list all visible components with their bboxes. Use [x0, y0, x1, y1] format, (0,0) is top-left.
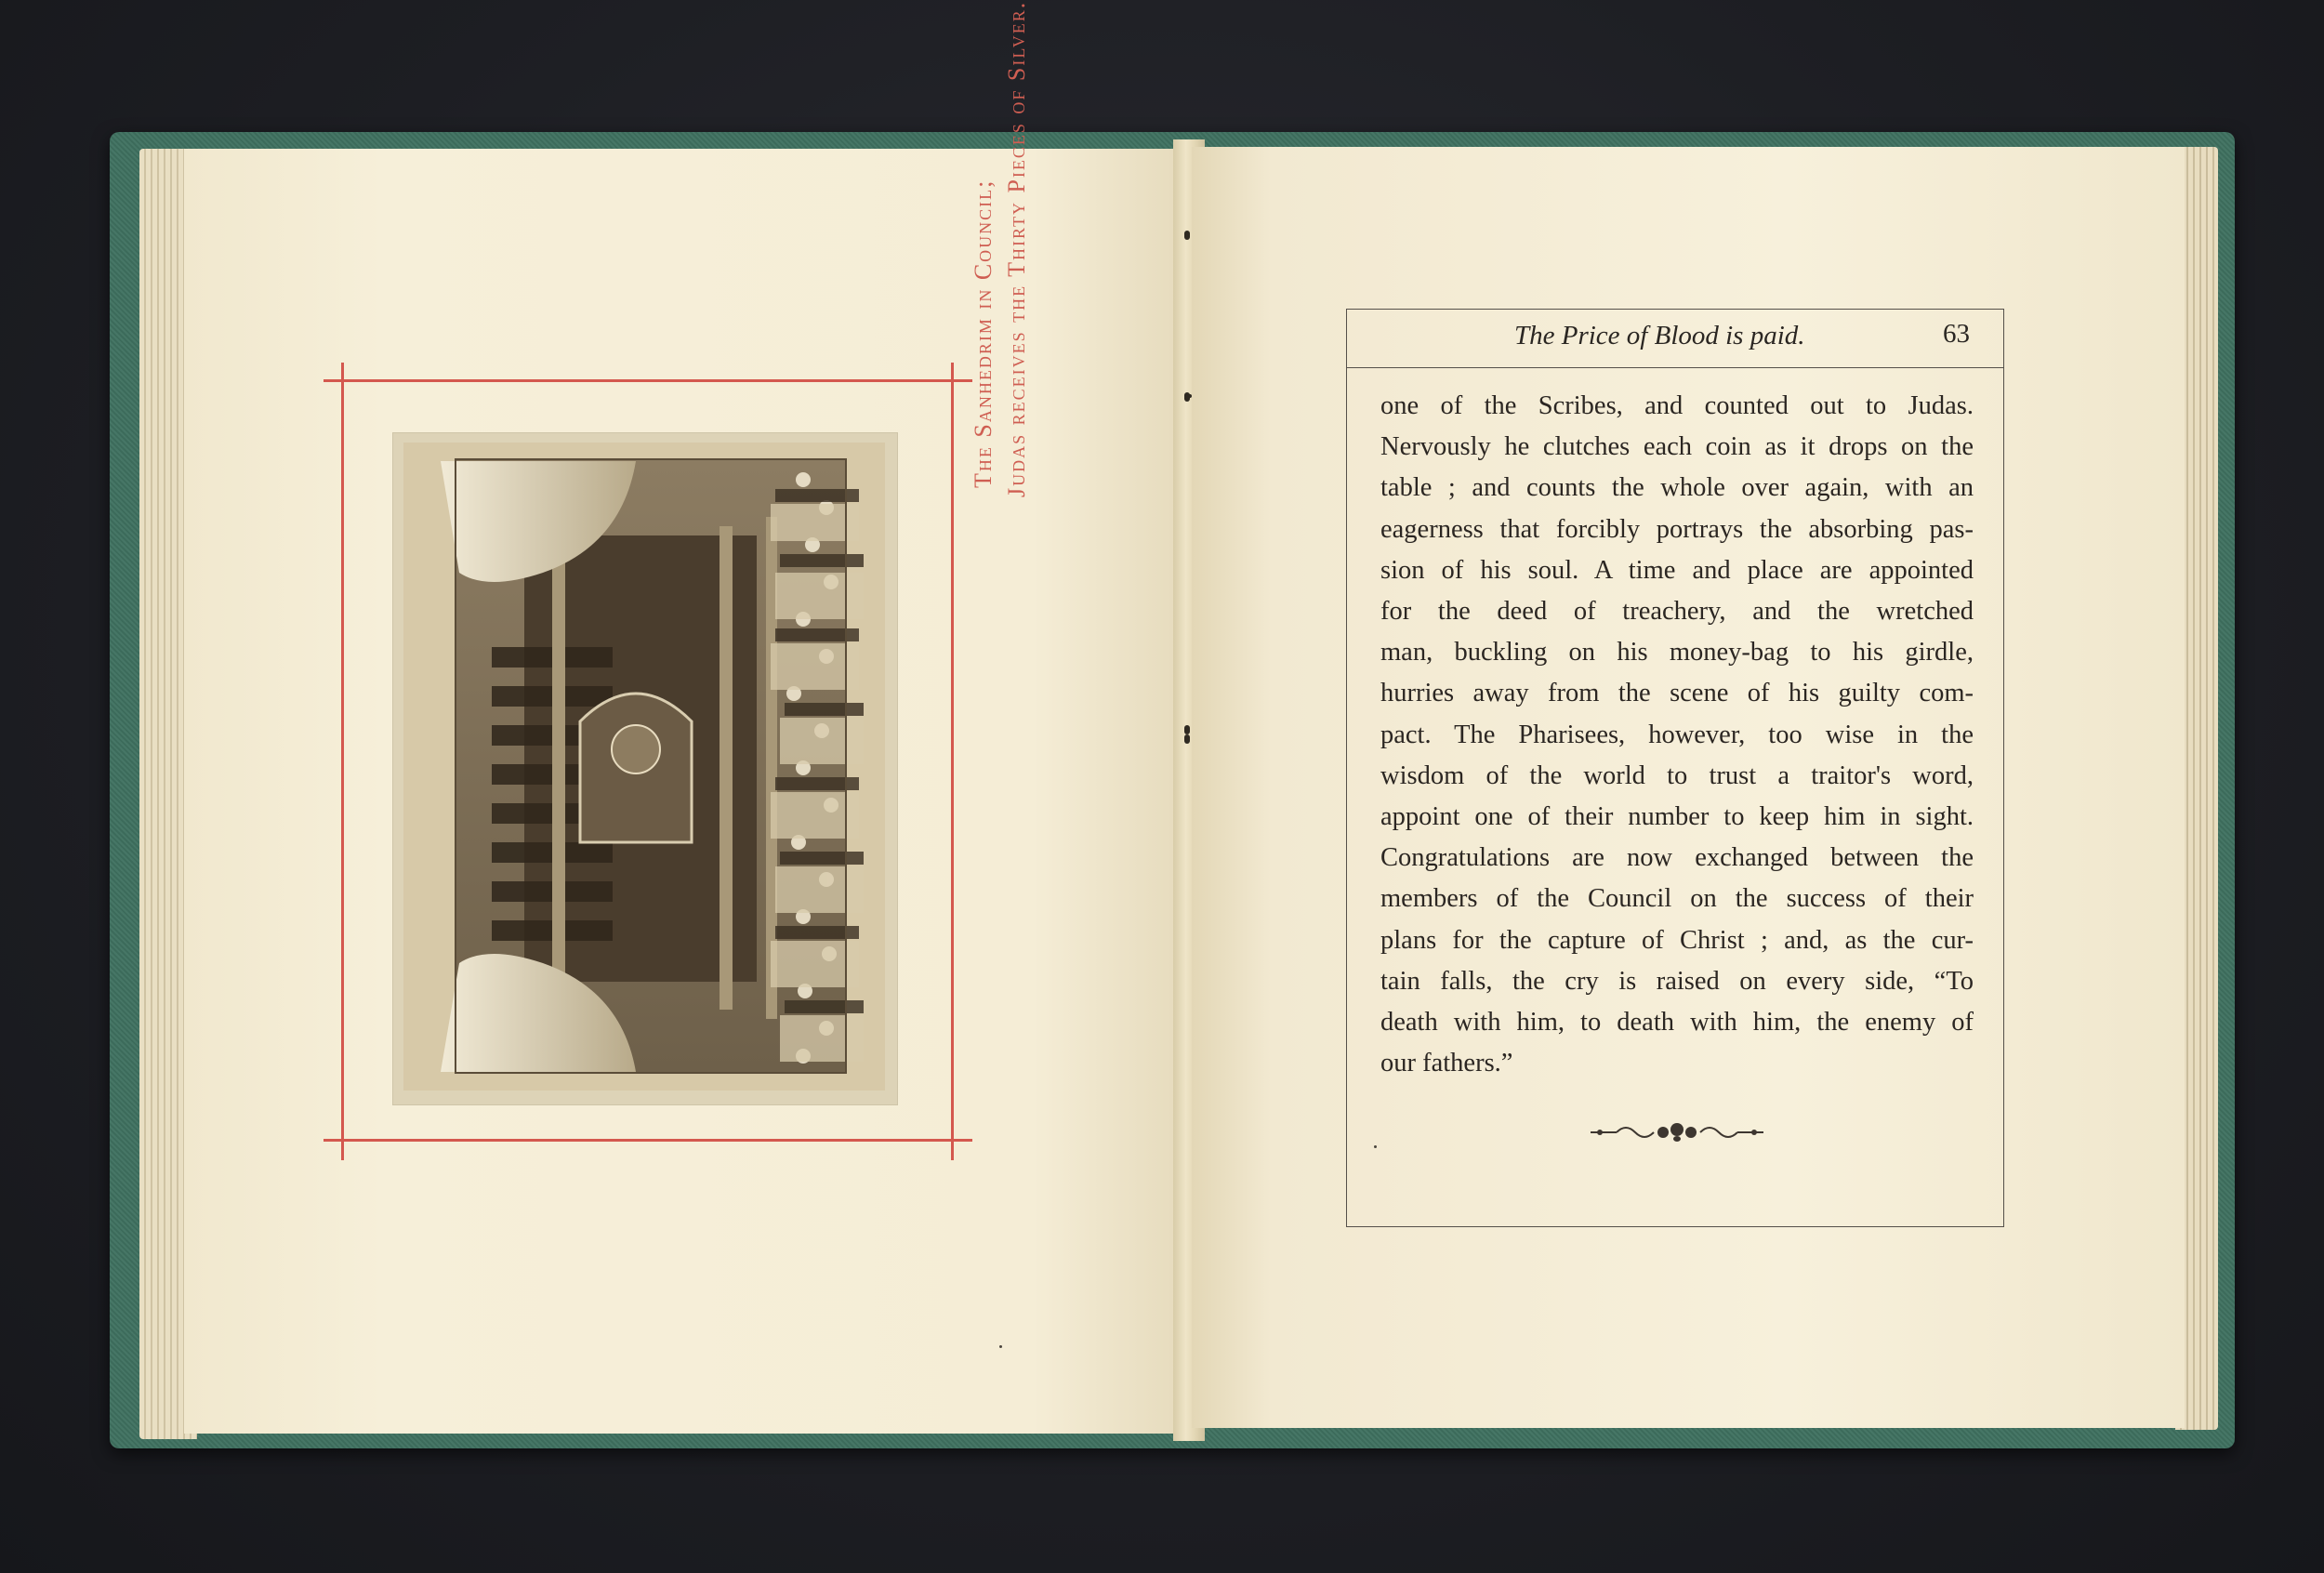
- text-line: eagerness that forcibly portrays the absorbing pas-: [1380, 514, 1974, 544]
- header-rule: [1347, 367, 2003, 368]
- text-line: appoint one of their number to keep him in sight.: [1380, 802, 1974, 832]
- binding-thread-hole: [1184, 231, 1190, 240]
- text-line: man, buckling on his money-bag to his girdle,: [1380, 638, 1974, 668]
- plate-caption-line-2: Judas receives the Thirty Pieces of Silver.: [1003, 0, 1030, 497]
- text-line: hurries away from the scene of his guilty com-: [1380, 679, 1974, 708]
- text-line: our fathers.”: [1380, 1049, 1513, 1078]
- text-block-frame: [1346, 309, 2004, 1227]
- body-text: [1380, 386, 1974, 1084]
- paper-speck: [999, 1345, 1002, 1348]
- plate-frame-top: [324, 379, 972, 382]
- text-line: sion of his soul. A time and place are appointed: [1380, 555, 1974, 585]
- text-line: death with him, to death with him, the enemy of: [1380, 1008, 1974, 1038]
- text-line: one of the Scribes, and counted out to Judas.: [1380, 391, 1974, 420]
- text-line: tain falls, the cry is raised on every side, “To: [1380, 966, 1974, 996]
- sanhedrin-scene-illustration: [403, 443, 885, 1091]
- text-line: plans for the capture of Christ ; and, as the cur-: [1380, 925, 1974, 955]
- plate-frame-right: [951, 363, 954, 1160]
- photo-mount: [393, 433, 897, 1104]
- plate-frame-left: [341, 363, 344, 1160]
- text-line: for the deed of treachery, and the wretched: [1380, 597, 1974, 627]
- binding-thread-hole: [1184, 725, 1190, 734]
- text-line: Congratulations are now exchanged between the: [1380, 843, 1974, 873]
- running-head: The Price of Blood is paid.: [1514, 321, 1805, 350]
- text-line: wisdom of the world to trust a traitor's word,: [1380, 760, 1974, 790]
- text-line: members of the Council on the success of their: [1380, 884, 1974, 914]
- floral-tailpiece-ornament-icon: [1589, 1118, 1765, 1150]
- plate-caption-line-1: The Sanhedrim in Council;: [970, 178, 997, 488]
- page-number: 63: [1943, 319, 1970, 349]
- text-line: Nervously he clutches each coin as it drops on the: [1380, 432, 1974, 462]
- binding-thread-hole: [1184, 734, 1190, 744]
- text-line: table ; and counts the whole over again, with an: [1380, 473, 1974, 503]
- text-line: pact. The Pharisees, however, too wise in the: [1380, 720, 1974, 749]
- plate-frame-bottom: [324, 1139, 972, 1142]
- paper-speck: [1374, 1145, 1377, 1148]
- plate-photograph: [403, 443, 885, 1091]
- plate-caption: [967, 0, 1041, 497]
